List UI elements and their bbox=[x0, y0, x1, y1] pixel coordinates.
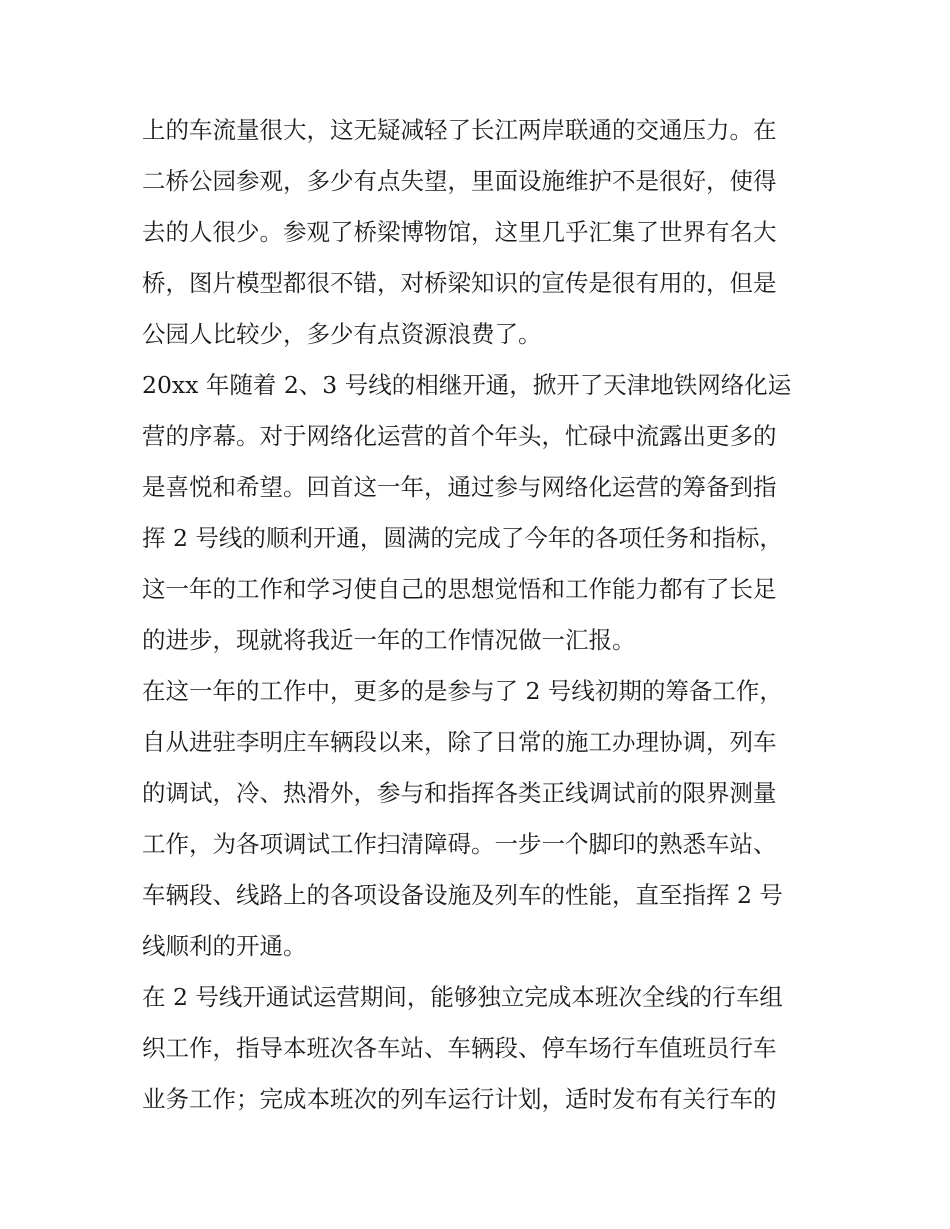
text-line: 业务工作；完成本班次的列车运行计划，适时发布有关行车的 bbox=[142, 1085, 777, 1113]
text-line: 自从进驻李明庄车辆段以来，除了日常的施工办理协调，列车 bbox=[142, 728, 777, 756]
text-line: 的调试，冷、热滑外，参与和指挥各类正线调试前的限界测量 bbox=[142, 779, 777, 807]
text-line: 是喜悦和希望。回首这一年，通过参与网络化运营的筹备到指 bbox=[142, 473, 777, 501]
text-line: 织工作，指导本班次各车站、车辆段、停车场行车值班员行车 bbox=[142, 1034, 777, 1062]
text-line: 桥，图片模型都很不错，对桥梁知识的宣传是很有用的，但是 bbox=[142, 269, 777, 297]
text-line: 20xx 年随着 2、3 号线的相继开通，掀开了天津地铁网络化运 bbox=[142, 371, 792, 399]
text-line: 营的序幕。对于网络化运营的首个年头，忙碌中流露出更多的 bbox=[142, 422, 777, 450]
text-line: 在这一年的工作中，更多的是参与了 2 号线初期的筹备工作， bbox=[142, 677, 783, 705]
text-line: 公园人比较少，多少有点资源浪费了。 bbox=[142, 320, 542, 348]
text-line: 车辆段、线路上的各项设备设施及列车的性能，直至指挥 2 号 bbox=[142, 881, 783, 909]
text-line: 去的人很少。参观了桥梁博物馆，这里几乎汇集了世界有名大 bbox=[142, 218, 777, 246]
text-line: 这一年的工作和学习使自己的思想觉悟和工作能力都有了长足 bbox=[142, 575, 777, 603]
text-line: 挥 2 号线的顺利开通，圆满的完成了今年的各项任务和指标， bbox=[142, 524, 783, 552]
text-line: 上的车流量很大，这无疑减轻了长江两岸联通的交通压力。在 bbox=[142, 116, 777, 144]
text-line: 线顺利的开通。 bbox=[142, 932, 307, 960]
text-line: 工作，为各项调试工作扫清障碍。一步一个脚印的熟悉车站、 bbox=[142, 830, 777, 858]
text-line: 的进步，现就将我近一年的工作情况做一汇报。 bbox=[142, 626, 636, 654]
text-line: 在 2 号线开通试运营期间，能够独立完成本班次全线的行车组 bbox=[142, 983, 783, 1011]
text-line: 二桥公园参观，多少有点失望，里面设施维护不是很好，使得 bbox=[142, 167, 777, 195]
